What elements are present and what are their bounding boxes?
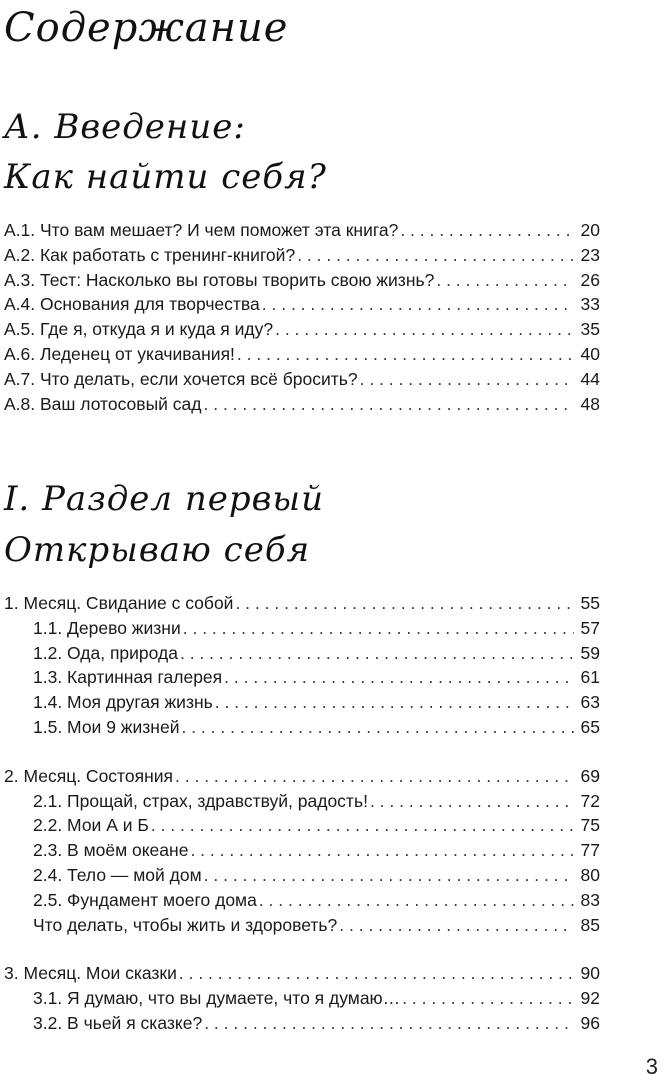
leader-dots — [370, 789, 574, 814]
toc-entry-label: 1.1. Дерево жизни — [33, 617, 181, 638]
toc-entry[interactable] — [4, 616, 600, 641]
toc-entry-page: 23 — [580, 244, 600, 265]
leader-dots — [179, 961, 574, 986]
leader-dots — [181, 715, 574, 740]
toc-entry-label: А.5. Где я, откуда я и куда я иду? — [4, 319, 274, 340]
toc-entry-label: А.2. Как работать с тренинг-книгой? — [4, 244, 296, 265]
toc-entry[interactable] — [4, 715, 600, 740]
toc-entry-label: А.4. Основания для творчества — [4, 294, 260, 315]
toc-entry-label: 1. Месяц. Свидание с собой — [4, 593, 234, 613]
toc-entry[interactable] — [4, 665, 600, 690]
toc-entry-label: А.3. Тест: Насколько вы готовы творить свою жизнь? — [4, 269, 435, 290]
leader-dots — [183, 616, 574, 641]
toc-entry-page: 69 — [580, 765, 600, 786]
toc-entry-label: 1.3. Картинная галерея — [33, 667, 223, 688]
toc-entry-label: 2.1. Прощай, страх, здравствуй, радость! — [33, 790, 368, 811]
toc-entry-label: А.7. Что делать, если хочется всё бросить? — [4, 368, 358, 389]
section-1-heading-line1: I. Раздел первый — [4, 479, 325, 519]
leader-dots — [175, 764, 574, 789]
toc-entry-page: 61 — [580, 667, 600, 688]
toc-entry[interactable] — [4, 392, 600, 417]
toc-entry-label: 3. Месяц. Мои сказки — [4, 963, 177, 984]
toc-entry[interactable] — [4, 764, 600, 789]
toc-entry-label: 1.5. Мои 9 жизней — [33, 716, 180, 737]
toc-entry-label: 1.2. Ода, природа — [33, 642, 178, 663]
toc-entry-page: 33 — [580, 294, 600, 315]
toc-entry-page: 35 — [580, 319, 600, 340]
toc-entry-page: 55 — [580, 593, 600, 613]
toc-entry-page: 57 — [580, 617, 600, 638]
page-number: 3 — [645, 1054, 658, 1079]
section-a-heading-line1: А. Введение: — [4, 107, 246, 147]
leader-dots — [204, 1011, 574, 1036]
toc-entry-label: 2.4. Тело — мой дом — [33, 864, 202, 885]
toc-entry-label: 2.3. В моём океане — [33, 840, 189, 861]
leader-dots — [297, 243, 574, 268]
toc-entry-page: 92 — [580, 988, 600, 1009]
toc-entry[interactable] — [4, 863, 600, 888]
leader-dots — [259, 888, 574, 913]
toc-entry[interactable] — [4, 986, 600, 1011]
toc-entry[interactable] — [4, 888, 600, 913]
leader-dots — [436, 268, 574, 293]
leader-dots — [402, 986, 574, 1011]
toc-section-1 — [4, 591, 600, 1036]
leader-dots — [204, 392, 575, 417]
toc-entry-label: 2.5. Фундамент моего дома — [33, 889, 257, 910]
toc-entry[interactable] — [4, 913, 600, 938]
toc-entry[interactable] — [4, 813, 600, 838]
toc-section-a — [4, 218, 600, 416]
leader-dots — [190, 838, 574, 863]
toc-entry-page: 85 — [580, 914, 600, 935]
toc-entry-page: 20 — [580, 220, 600, 240]
toc-entry[interactable] — [4, 641, 600, 666]
toc-entry-page: 65 — [580, 716, 600, 737]
toc-entry[interactable] — [4, 961, 600, 986]
toc-entry-page: 72 — [580, 790, 600, 811]
toc-entry-page: 77 — [580, 840, 600, 861]
leader-dots — [400, 218, 574, 243]
section-1-heading-line2: Открываю себя — [4, 530, 311, 570]
leader-dots — [235, 591, 574, 616]
leader-dots — [262, 292, 574, 317]
page-title: Содержание — [4, 5, 289, 51]
toc-entry-page: 63 — [580, 692, 600, 713]
toc-entry-label: 2.2. Мои А и Б — [33, 815, 149, 836]
leader-dots — [224, 665, 574, 690]
toc-entry-page: 26 — [580, 269, 600, 290]
toc-entry-label: 3.1. Я думаю, что вы думаете, что я думаю… — [33, 988, 401, 1009]
toc-entry-label: А.6. Леденец от укачивания! — [4, 343, 235, 364]
toc-entry-page: 83 — [580, 889, 600, 910]
toc-entry[interactable] — [4, 317, 600, 342]
toc-entry[interactable] — [4, 292, 600, 317]
leader-dots — [180, 641, 574, 666]
toc-entry[interactable] — [4, 591, 600, 616]
toc-entry-page: 96 — [580, 1012, 600, 1033]
toc-entry[interactable] — [4, 838, 600, 863]
toc-entry-page: 80 — [580, 864, 600, 885]
toc-entry[interactable] — [4, 367, 600, 392]
toc-entry[interactable] — [4, 690, 600, 715]
leader-dots — [275, 317, 574, 342]
leader-dots — [237, 342, 574, 367]
toc-entry-page: 40 — [580, 343, 600, 364]
toc-entry-page: 59 — [580, 642, 600, 663]
toc-entry[interactable] — [4, 789, 600, 814]
leader-dots — [151, 813, 574, 838]
section-a-heading-line2: Как найти себя? — [4, 157, 327, 197]
toc-entry-page: 75 — [580, 815, 600, 836]
toc-entry[interactable] — [4, 1011, 600, 1036]
toc-entry-label: 1.4. Моя другая жизнь — [33, 692, 213, 713]
toc-entry-label: 2. Месяц. Состояния — [4, 765, 174, 786]
leader-dots — [204, 863, 574, 888]
toc-entry-label: 3.2. В чьей я сказке? — [33, 1012, 203, 1033]
toc-entry[interactable] — [4, 268, 600, 293]
leader-dots — [360, 367, 574, 392]
toc-entry[interactable] — [4, 218, 600, 243]
toc-entry-label: А.8. Ваш лотосовый сад — [4, 393, 202, 414]
toc-entry-page: 44 — [580, 368, 600, 389]
toc-entry[interactable] — [4, 342, 600, 367]
leader-dots — [339, 913, 574, 938]
toc-entry-label: А.1. Что вам мешает? И чем поможет эта книга? — [4, 220, 399, 240]
toc-entry-label: Что делать, чтобы жить и здороветь? — [33, 914, 338, 935]
toc-entry-page: 48 — [580, 393, 600, 414]
toc-entry[interactable] — [4, 243, 600, 268]
leader-dots — [215, 690, 574, 715]
toc-entry-page: 90 — [580, 963, 600, 984]
